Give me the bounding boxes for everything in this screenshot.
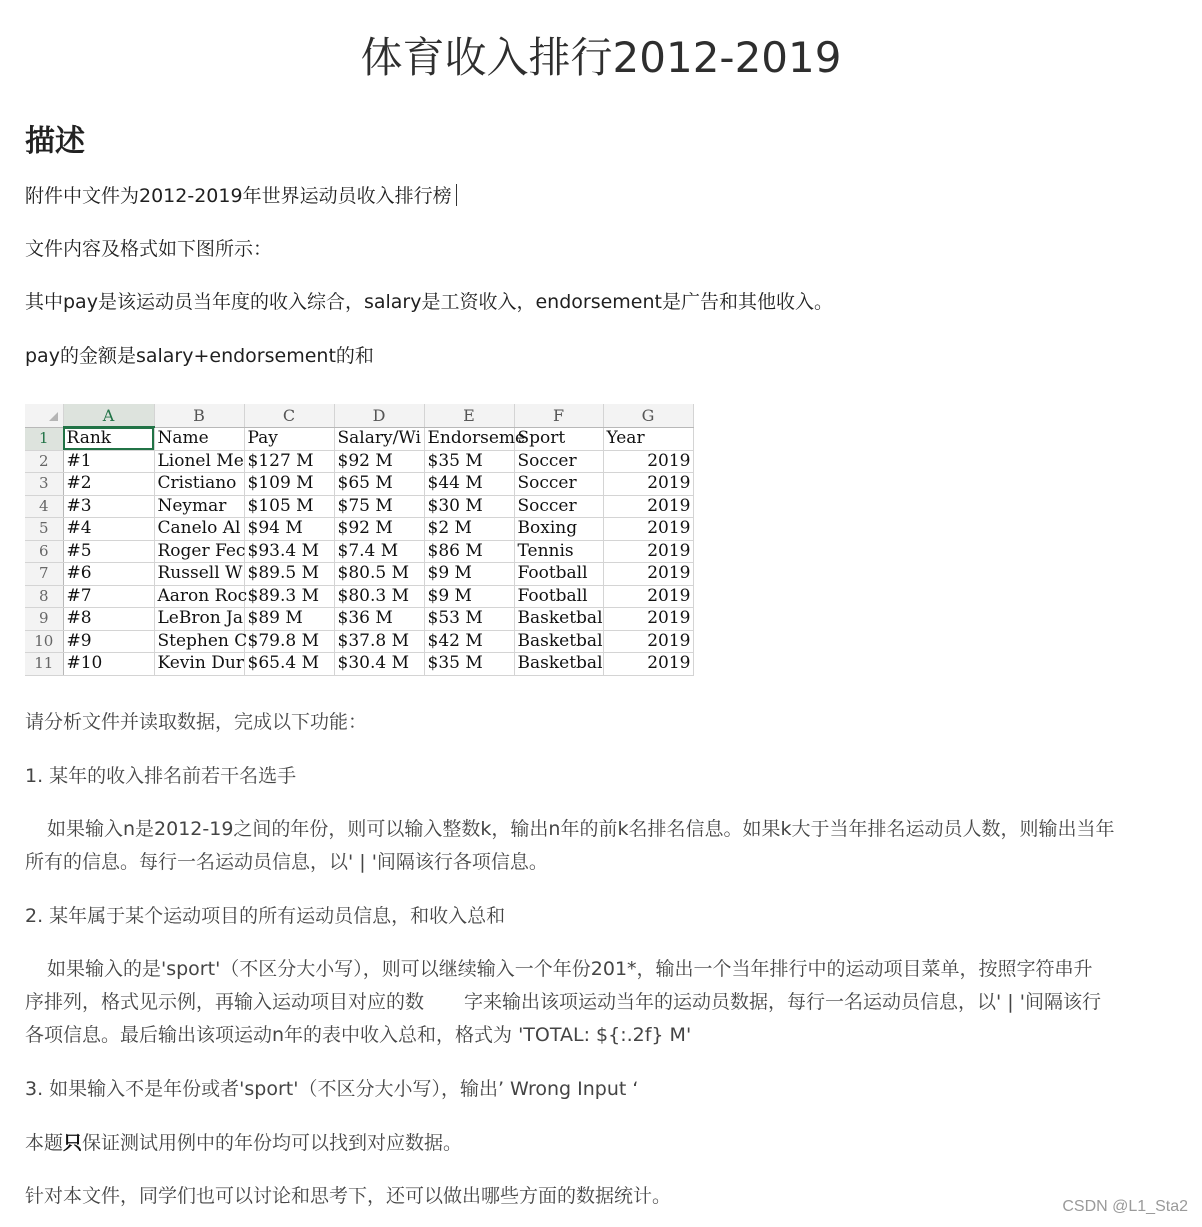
paragraph-attachment — [25, 180, 457, 213]
sheet-cell: Kevin Dur — [154, 653, 244, 676]
sheet-cell: Football — [514, 585, 603, 608]
row-number: 9 — [25, 608, 63, 631]
note-bold: 只 — [63, 1132, 83, 1154]
sheet-cell: 2019 — [603, 473, 693, 496]
column-letter: E — [424, 404, 514, 427]
sheet-cell: $30.4 M — [334, 653, 424, 676]
sheet-cell: Football — [514, 563, 603, 586]
sheet-cell: #4 — [63, 518, 154, 541]
sheet-cell: $36 M — [334, 608, 424, 631]
sheet-header-cell: Salary/Wi — [334, 427, 424, 450]
item2-body-line1 — [25, 953, 1093, 986]
sheet-cell: $89.3 M — [244, 585, 334, 608]
sheet-cell: Soccer — [514, 450, 603, 473]
row-number: 7 — [25, 563, 63, 586]
sheet-cell: $75 M — [334, 495, 424, 518]
spreadsheet-screenshot — [25, 404, 693, 677]
item2-body-line1-text: 如果输入的是'sport'（不区分大小写），则可以继续输入一个年份201*，输出一个当年排行中的运动项目菜单，按照字符串升 — [47, 958, 1093, 980]
sheet-cell: 2019 — [603, 585, 693, 608]
sheet-cell: $30 M — [424, 495, 514, 518]
sheet-data-row — [25, 630, 693, 653]
sheet-data-row — [25, 450, 693, 473]
paragraph-closing: 针对本文件，同学们也可以讨论和思考下，还可以做出哪些方面的数据统计。 — [25, 1185, 672, 1207]
sheet-data-row — [25, 495, 693, 518]
spreadsheet-table — [25, 404, 694, 676]
sheet-header-cell: Name — [154, 427, 244, 450]
select-all-corner — [25, 404, 63, 427]
item3-title: 3. 如果输入不是年份或者'sport'（不区分大小写），输出’ Wrong Input ‘ — [25, 1078, 639, 1100]
sheet-data-row — [25, 540, 693, 563]
paragraph-pay-formula: pay的金额是salary+endorsement的和 — [25, 345, 374, 367]
sheet-cell: $9 M — [424, 585, 514, 608]
sheet-data-row — [25, 585, 693, 608]
sheet-header-cell: Year — [603, 427, 693, 450]
row-number: 2 — [25, 450, 63, 473]
paragraph-format-intro: 文件内容及格式如下图所示： — [25, 238, 273, 260]
sheet-cell: 2019 — [603, 495, 693, 518]
item2-body-line2a-text: 序排列，格式见示例，再输入运动项目对应的数 — [25, 991, 425, 1013]
sheet-cell: $109 M — [244, 473, 334, 496]
sheet-header-row — [25, 427, 693, 450]
sheet-cell: #3 — [63, 495, 154, 518]
sheet-cell: 2019 — [603, 540, 693, 563]
page-title: 体育收入排行2012-2019 — [360, 33, 842, 82]
item1-body-line1 — [25, 813, 1114, 846]
sheet-cell: Basketbal — [514, 653, 603, 676]
sheet-cell: $53 M — [424, 608, 514, 631]
row-number: 5 — [25, 518, 63, 541]
sheet-cell: $86 M — [424, 540, 514, 563]
row-number: 8 — [25, 585, 63, 608]
sheet-data-row — [25, 608, 693, 631]
column-letter: B — [154, 404, 244, 427]
sheet-cell: $89.5 M — [244, 563, 334, 586]
item2-title: 2. 某年属于某个运动项目的所有运动员信息，和收入总和 — [25, 905, 506, 927]
sheet-cell: $65 M — [334, 473, 424, 496]
item1-body-line2: 所有的信息。每行一名运动员信息，以' | '间隔该行各项信息。 — [25, 851, 548, 873]
column-letter: D — [334, 404, 424, 427]
sheet-cell: 2019 — [603, 630, 693, 653]
sheet-cell: Boxing — [514, 518, 603, 541]
sheet-cell: $94 M — [244, 518, 334, 541]
sheet-cell: $89 M — [244, 608, 334, 631]
paragraph-attachment-text: 附件中文件为2012-2019年世界运动员收入排行榜 — [25, 185, 452, 207]
sheet-cell: #10 — [63, 653, 154, 676]
select-all-icon — [49, 412, 58, 421]
item1-body-line1-text: 如果输入n是2012-19之间的年份，则可以输入整数k，输出n年的前k名排名信息。如果k大于当年排名运动员人数，则输出当年 — [47, 818, 1115, 840]
text-cursor — [456, 184, 457, 206]
item1-title: 1. 某年的收入排名前若干名选手 — [25, 765, 297, 787]
sheet-cell: Russell W — [154, 563, 244, 586]
sheet-cell: $44 M — [424, 473, 514, 496]
sheet-cell: Neymar — [154, 495, 244, 518]
sheet-cell: $127 M — [244, 450, 334, 473]
sheet-cell: $9 M — [424, 563, 514, 586]
sheet-data-row — [25, 563, 693, 586]
sheet-cell: #1 — [63, 450, 154, 473]
row-number: 1 — [25, 427, 63, 450]
sheet-cell: Basketbal — [514, 608, 603, 631]
sheet-cell: $80.3 M — [334, 585, 424, 608]
sheet-cell: 2019 — [603, 608, 693, 631]
sheet-cell: $35 M — [424, 450, 514, 473]
sheet-cell: $42 M — [424, 630, 514, 653]
sheet-cell: $92 M — [334, 518, 424, 541]
sheet-header-cell: Sport — [514, 427, 603, 450]
item2-body-line2b-text: 字来输出该项运动当年的运动员数据，每行一名运动员信息，以' | '间隔该行 — [464, 991, 1101, 1013]
watermark: CSDN @L1_Sta2 — [1062, 1198, 1188, 1215]
sheet-cell: #6 — [63, 563, 154, 586]
column-letter: C — [244, 404, 334, 427]
paragraph-note — [25, 1127, 462, 1160]
sheet-cell: $92 M — [334, 450, 424, 473]
sheet-cell: Tennis — [514, 540, 603, 563]
sheet-cell: #2 — [63, 473, 154, 496]
sheet-cell: Roger Fec — [154, 540, 244, 563]
sheet-cell: Stephen C — [154, 630, 244, 653]
paragraph-field-definitions: 其中pay是该运动员当年度的收入综合，salary是工资收入，endorsement是广告和其他收入。 — [25, 291, 833, 313]
sheet-data-row — [25, 473, 693, 496]
column-letter: F — [514, 404, 603, 427]
sheet-cell: Aaron Roc — [154, 585, 244, 608]
sheet-cell: $2 M — [424, 518, 514, 541]
sheet-cell: 2019 — [603, 450, 693, 473]
sheet-cell: $80.5 M — [334, 563, 424, 586]
sheet-header-cell: Rank — [63, 427, 154, 450]
sheet-data-row — [25, 518, 693, 541]
column-letter: A — [63, 404, 154, 427]
sheet-cell: Canelo Al — [154, 518, 244, 541]
sheet-cell: Lionel Me — [154, 450, 244, 473]
sheet-cell: #5 — [63, 540, 154, 563]
sheet-cell: 2019 — [603, 653, 693, 676]
sheet-cell: #8 — [63, 608, 154, 631]
column-letter: G — [603, 404, 693, 427]
paragraph-task-intro: 请分析文件并读取数据，完成以下功能： — [25, 711, 368, 733]
row-number: 10 — [25, 630, 63, 653]
sheet-cell: $65.4 M — [244, 653, 334, 676]
sheet-header-cell: Endorseme — [424, 427, 514, 450]
sheet-cell: Basketbal — [514, 630, 603, 653]
sheet-cell: Soccer — [514, 473, 603, 496]
sheet-cell: #7 — [63, 585, 154, 608]
sheet-data-row — [25, 653, 693, 676]
row-number: 4 — [25, 495, 63, 518]
sheet-cell: $105 M — [244, 495, 334, 518]
item2-body-line3: 各项信息。最后输出该项运动n年的表中收入总和，格式为 'TOTAL: ${:.2f} M' — [25, 1024, 692, 1046]
sheet-cell: LeBron Ja — [154, 608, 244, 631]
row-number: 11 — [25, 653, 63, 676]
note-suffix: 保证测试用例中的年份均可以找到对应数据。 — [82, 1132, 463, 1154]
sheet-cell: 2019 — [603, 518, 693, 541]
row-number: 3 — [25, 473, 63, 496]
section-heading-description: 描述 — [25, 124, 85, 159]
sheet-cell: Soccer — [514, 495, 603, 518]
column-header-row — [25, 404, 693, 427]
sheet-cell: $93.4 M — [244, 540, 334, 563]
note-prefix: 本题 — [25, 1132, 64, 1154]
sheet-cell: $35 M — [424, 653, 514, 676]
sheet-cell: $7.4 M — [334, 540, 424, 563]
item2-body-line2 — [25, 986, 1101, 1019]
sheet-cell: #9 — [63, 630, 154, 653]
sheet-cell: Cristiano — [154, 473, 244, 496]
sheet-header-cell: Pay — [244, 427, 334, 450]
sheet-cell: $79.8 M — [244, 630, 334, 653]
sheet-cell: 2019 — [603, 563, 693, 586]
row-number: 6 — [25, 540, 63, 563]
sheet-cell: $37.8 M — [334, 630, 424, 653]
